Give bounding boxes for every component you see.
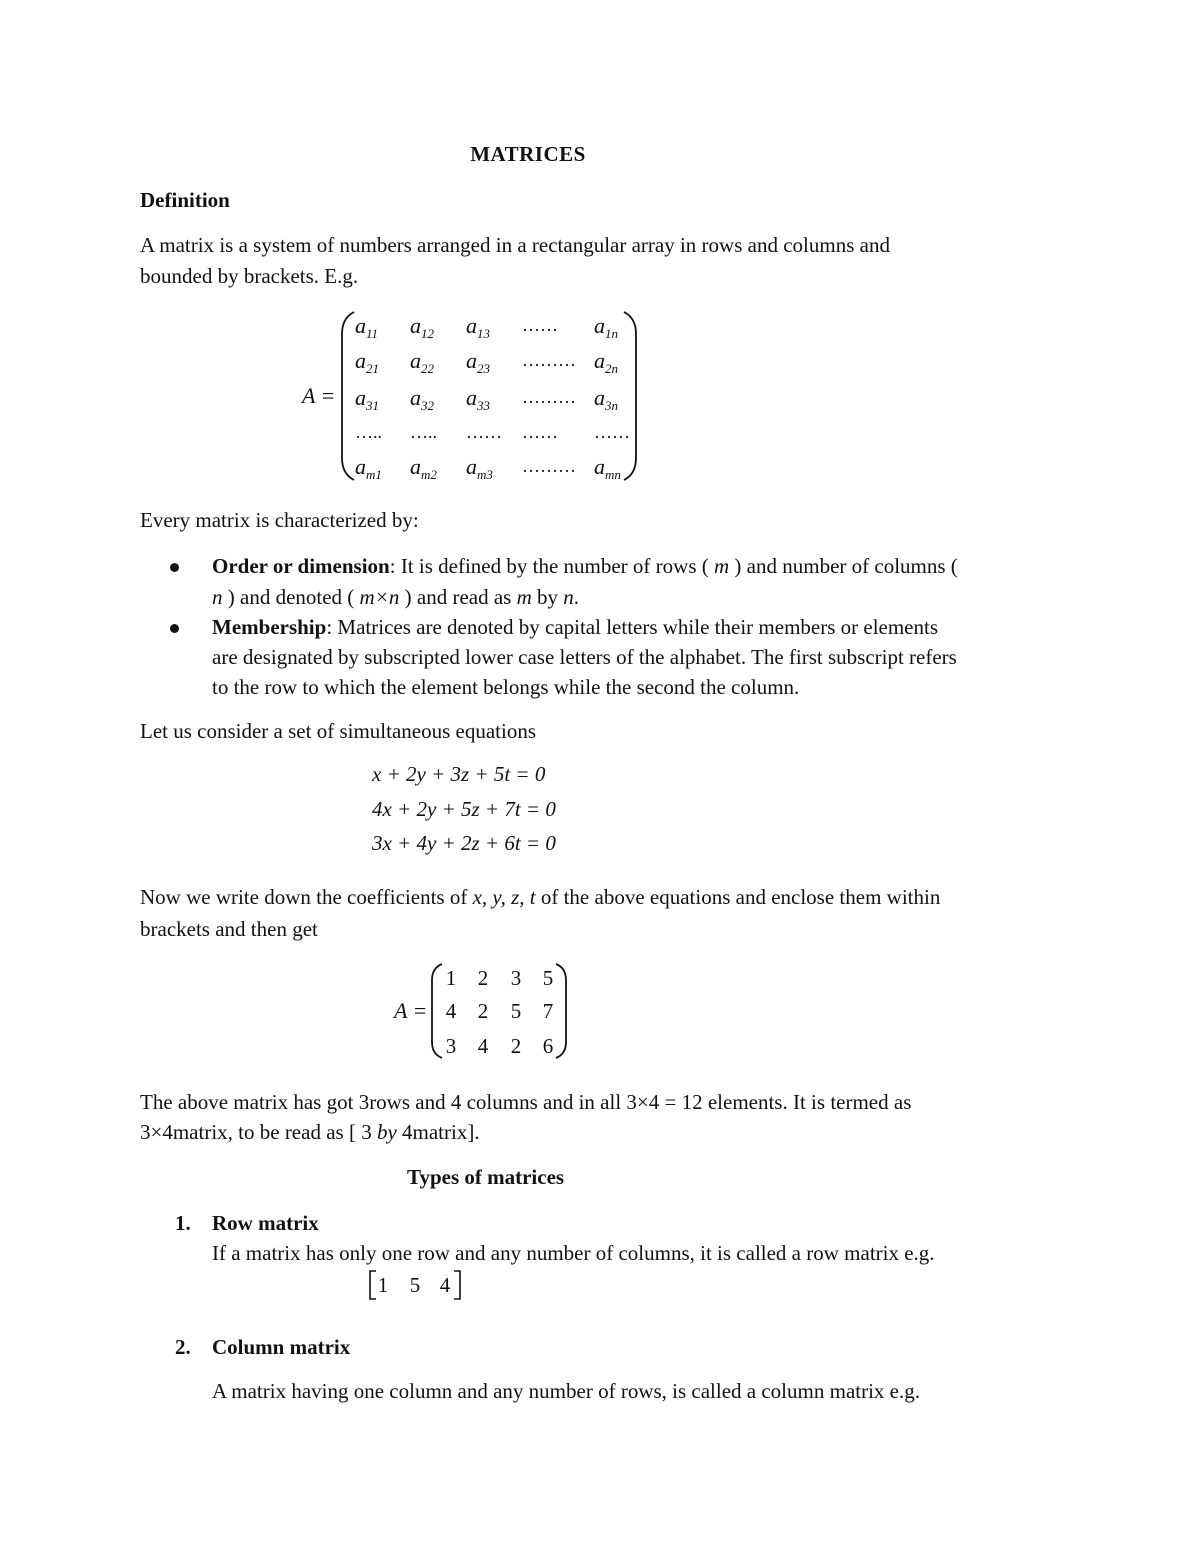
type-1-name: Row matrix: [212, 1211, 319, 1235]
general-matrix-cell-r3-c4: ………: [522, 387, 576, 407]
bullet-membership-term: Membership: [212, 615, 327, 639]
general-matrix-cell-r3-c1: $a_{31}$: [355, 385, 379, 413]
coefficient-matrix-cell-r2-c1: 4: [445, 999, 457, 1023]
equation-3: 3x + 4y + 2z + 6t = 0: [372, 831, 556, 855]
general-matrix-sub-r2-c2: 22: [421, 361, 434, 376]
row-matrix-cell-2: 5: [409, 1273, 421, 1297]
above-l2-text: matrix, to be read as [: [172, 1120, 356, 1144]
bullet-membership-line-1: [212, 612, 1062, 643]
above-rows: 3: [358, 1090, 370, 1114]
simultaneous-intro: Let us consider a set of simultaneous equations: [140, 719, 536, 743]
general-matrix-cell-r2-c3: $a_{23}$: [466, 348, 490, 376]
bullet-membership-line-3: to the row to which the element belongs while the second the column.: [212, 675, 800, 699]
bullet-order-mxn: m×n: [359, 585, 400, 609]
bullet-membership-line-2: are designated by subscripted lower case letters of the alphabet. The first subscript refers: [212, 645, 957, 669]
general-matrix-cell-r3-c2: $a_{32}$: [410, 385, 434, 413]
definition-heading: Definition: [140, 188, 230, 212]
above-l2-by: by: [376, 1120, 397, 1144]
type-1-number: 1.: [175, 1211, 191, 1235]
definition-line-1: A matrix is a system of numbers arranged in a rectangular array in rows and columns and: [140, 233, 890, 257]
coefficient-matrix-cell-r2-c4: 7: [542, 999, 554, 1023]
general-matrix-sub-r5-c1: m1: [366, 467, 382, 482]
coefficients-line-1: [140, 882, 940, 912]
general-matrix-sub-r2-c1: 21: [366, 361, 379, 376]
coefficient-matrix-cell-r1-c1: 1: [445, 966, 457, 990]
general-matrix-cell-r5-c2: $a_{m2}$: [410, 454, 437, 482]
general-matrix-cell-r2-c4: ………: [522, 350, 576, 370]
general-matrix-sub-r3-c1: 31: [366, 398, 379, 413]
general-matrix-sub-r5-c5: mn: [605, 467, 621, 482]
above-cols: 4: [450, 1090, 462, 1114]
general-matrix-cell-r4-c4: ……: [522, 422, 558, 442]
coefficient-matrix-cell-r1-c4: 5: [542, 966, 554, 990]
general-matrix-cell-r3-c5: $a_{3n}$: [594, 385, 618, 413]
general-matrix-cell-r2-c1: $a_{21}$: [355, 348, 379, 376]
bullet-order-text-a: : It is defined by the number of rows (: [389, 554, 709, 578]
above-expr: 3×4 = 12: [626, 1090, 703, 1114]
general-matrix-left-paren: [340, 310, 356, 482]
equation-1: x + 2y + 3z + 5t = 0: [372, 762, 546, 786]
bullet-order-line-1: [212, 551, 1062, 582]
bullet-dot-2: [170, 624, 179, 633]
above-l2-end: matrix].: [412, 1120, 480, 1144]
definition-line-2: bounded by brackets. E.g.: [140, 264, 359, 288]
above-p1: The above matrix has got: [140, 1090, 354, 1114]
general-matrix-cell-r1-c2: $a_{12}$: [410, 313, 434, 341]
type-2-desc: A matrix having one column and any number of rows, is called a column matrix e.g.: [212, 1379, 920, 1403]
bullet-order-text-d: ) and read as: [404, 585, 512, 609]
above-l2-expr: 3×4: [140, 1120, 173, 1144]
types-heading: Types of matrices: [407, 1165, 565, 1189]
general-matrix-cell-r2-c5: $a_{2n}$: [594, 348, 618, 376]
general-matrix-cell-r4-c3: ……: [466, 422, 502, 442]
above-p4: elements. It is termed as: [707, 1090, 912, 1114]
bullet-order-text-c: ) and denoted (: [227, 585, 355, 609]
general-matrix-cell-r5-c4: ………: [522, 456, 576, 476]
characterized-text: Every matrix is characterized by:: [140, 508, 419, 532]
general-matrix-sub-r2-c5: 2n: [605, 361, 618, 376]
general-matrix-cell-r4-c1: …..: [355, 422, 382, 442]
general-matrix-sub-r1-c2: 12: [421, 326, 434, 341]
coefficients-after: of the above equations and enclose them within: [540, 885, 941, 909]
coefficient-matrix-cell-r3-c3: 2: [510, 1034, 522, 1058]
coefficient-matrix-cell-r3-c1: 3: [445, 1034, 457, 1058]
coefficient-matrix-cell-r3-c4: 6: [542, 1034, 554, 1058]
above-matrix-line-2: [140, 1117, 480, 1147]
coefficients-vars: x, y, z, t: [472, 885, 536, 909]
general-matrix-sub-r3-c3: 33: [477, 398, 490, 413]
coefficient-matrix-label: A =: [394, 998, 428, 1023]
general-matrix-sub-r3-c2: 32: [421, 398, 434, 413]
above-l2-num2: 4: [402, 1120, 413, 1144]
general-matrix-cell-r5-c1: $a_{m1}$: [355, 454, 382, 482]
row-matrix-cell-1: 1: [377, 1273, 389, 1297]
general-matrix-sub-r5-c3: m3: [477, 467, 493, 482]
coefficient-matrix-cell-r2-c2: 2: [477, 999, 489, 1023]
bullet-membership-text-1: : Matrices are denoted by capital letters while their members or elements: [326, 615, 939, 639]
general-matrix-sub-r5-c2: m2: [421, 467, 437, 482]
coefficient-matrix-cell-r3-c2: 4: [477, 1034, 489, 1058]
general-matrix-right-paren: [622, 310, 638, 482]
bullet-order-by: by: [537, 585, 559, 609]
row-matrix-cell-3: 4: [439, 1273, 451, 1297]
type-2-name: Column matrix: [212, 1335, 351, 1359]
type-2-number: 2.: [175, 1335, 191, 1359]
bullet-order-n: n: [212, 585, 223, 609]
general-matrix-cell-r1-c1: $a_{11}$: [355, 313, 379, 341]
general-matrix-sub-r3-c5: 3n: [605, 398, 618, 413]
general-matrix-sub-r1-c1: 11: [366, 326, 379, 341]
bullet-order-m2: m: [516, 585, 532, 609]
general-matrix-label: A =: [302, 383, 336, 408]
bullet-order-term: Order or dimension: [212, 554, 390, 578]
coefficient-matrix-cell-r1-c3: 3: [510, 966, 522, 990]
general-matrix-cell-r5-c5: $a_{mn}$: [594, 454, 621, 482]
above-p3: columns and in all: [466, 1090, 622, 1114]
coefficient-matrix-cell-r1-c2: 2: [477, 966, 489, 990]
bullet-order-m: m: [714, 554, 730, 578]
general-matrix-sub-r2-c3: 23: [477, 361, 490, 376]
bullet-order-text-b: ) and number of columns (: [734, 554, 958, 578]
above-matrix-line-1: [140, 1087, 911, 1117]
bullet-order-line-2: [212, 582, 1062, 613]
above-l2-num1: 3: [361, 1120, 372, 1144]
general-matrix-cell-r3-c3: $a_{33}$: [466, 385, 490, 413]
general-matrix-cell-r4-c2: …..: [410, 422, 437, 442]
type-1-desc: If a matrix has only one row and any number of columns, it is called a row matrix e.g.: [212, 1241, 935, 1265]
general-matrix-cell-r1-c5: $a_{1n}$: [594, 313, 618, 341]
row-matrix-right-bracket: [452, 1270, 462, 1300]
general-matrix-cell-r1-c4: ……: [522, 315, 558, 335]
general-matrix-cell-r4-c5: ……: [594, 422, 630, 442]
general-matrix-sub-r1-c3: 13: [477, 326, 490, 341]
general-matrix-sub-r1-c5: 1n: [605, 326, 618, 341]
general-matrix-cell-r2-c2: $a_{22}$: [410, 348, 434, 376]
coefficients-line-2: brackets and then get: [140, 917, 318, 941]
general-matrix-cell-r5-c3: $a_{m3}$: [466, 454, 493, 482]
equation-2: 4x + 2y + 5z + 7t = 0: [372, 797, 556, 821]
coefficients-before: Now we write down the coefficients of: [140, 885, 468, 909]
bullet-order-n2: n: [563, 585, 574, 609]
coefficient-matrix-cell-r2-c3: 5: [510, 999, 522, 1023]
general-matrix-cell-r1-c3: $a_{13}$: [466, 313, 490, 341]
bullet-dot-1: [170, 563, 179, 572]
above-p2: rows and: [369, 1090, 446, 1114]
page-title: MATRICES: [470, 142, 586, 166]
bullet-order-period: .: [573, 585, 580, 609]
